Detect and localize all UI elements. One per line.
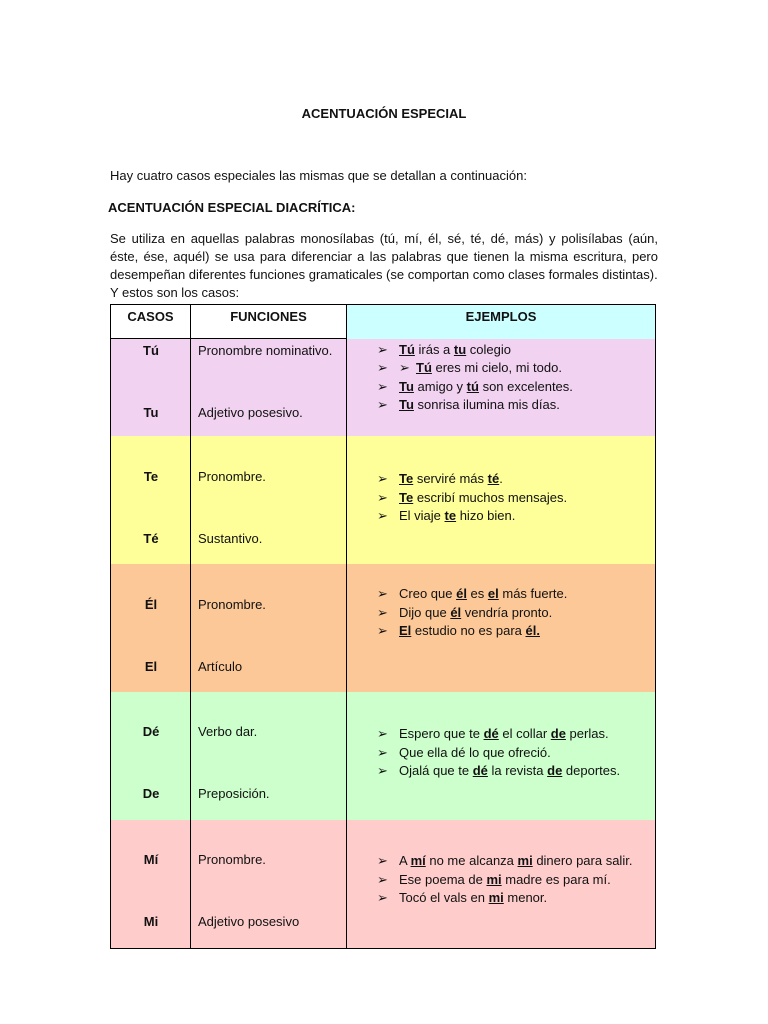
header-funciones	[191, 305, 347, 339]
highlighted-word: de	[547, 763, 563, 778]
funcion-text: Verbo dar.	[198, 724, 258, 739]
highlighted-word: El	[399, 623, 412, 638]
example-text: Dijo que	[399, 604, 451, 620]
intro-text: Hay cuatro casos especiales las mismas que se detallan a continuación:	[110, 168, 527, 183]
example-text: madre es para mí.	[501, 871, 611, 887]
list-item	[377, 762, 620, 781]
caso-word: De	[142, 786, 160, 801]
funciones-cell	[191, 339, 347, 437]
funcion-text: Sustantivo.	[198, 531, 263, 546]
ejemplos-list	[377, 341, 573, 415]
arrow-bullet-icon: ➢	[377, 890, 388, 905]
header-casos-label: CASOS	[127, 309, 174, 324]
table-row	[111, 436, 656, 564]
arrow-bullet-icon: ➢	[377, 726, 388, 741]
example-text: vendría pronto.	[461, 604, 553, 620]
page-title: ACENTUACIÓN ESPECIAL	[301, 106, 467, 121]
caso-word: Él	[144, 597, 158, 612]
arrow-bullet-icon: ➢	[377, 853, 388, 868]
arrow-bullet-icon: ➢	[377, 586, 388, 601]
header-casos	[111, 305, 191, 339]
casos-cell	[111, 339, 191, 437]
arrow-bullet-icon: ➢	[399, 360, 410, 375]
arrow-bullet-icon: ➢	[377, 397, 388, 412]
list-item	[377, 871, 632, 890]
list-item	[377, 725, 620, 744]
ejemplos-list	[377, 585, 567, 641]
caso-word: Mi	[143, 914, 159, 929]
table-header-row	[111, 305, 656, 339]
example-text: la revista	[487, 763, 548, 778]
ejemplos-list	[377, 470, 567, 526]
example-text: amigo y	[413, 378, 467, 394]
header-funciones-label: FUNCIONES	[230, 309, 307, 324]
arrow-bullet-icon: ➢	[377, 360, 388, 375]
list-item	[377, 852, 632, 871]
example-text: eres mi cielo, mi todo.	[431, 360, 562, 375]
highlighted-word: de	[550, 726, 566, 741]
list-item	[377, 359, 573, 378]
example-text: El viaje	[399, 508, 445, 523]
funcion-text: Pronombre nominativo.	[198, 343, 333, 358]
example-text: perlas.	[565, 726, 609, 741]
highlighted-word: él	[450, 604, 462, 620]
highlighted-word: dé	[472, 763, 488, 778]
casos-cell	[111, 820, 191, 949]
highlighted-word: tu	[453, 341, 467, 357]
list-item	[377, 489, 567, 508]
paragraph-last-line: Y estos son los casos:	[110, 285, 240, 300]
example-text: Tocó el vals en	[399, 890, 489, 905]
casos-cell	[111, 436, 191, 564]
arrow-bullet-icon: ➢	[377, 378, 388, 394]
highlighted-word: mi	[488, 890, 504, 905]
funcion-text: Adjetivo posesivo.	[198, 405, 303, 420]
ejemplos-cell	[347, 436, 656, 564]
funciones-cell	[191, 820, 347, 949]
highlighted-word: dé	[483, 726, 499, 741]
table-row	[111, 339, 656, 437]
ejemplos-cell	[347, 692, 656, 820]
table-row	[111, 692, 656, 820]
funcion-text: Pronombre.	[198, 852, 266, 867]
example-text: dinero para salir.	[532, 853, 633, 868]
arrow-bullet-icon: ➢	[377, 471, 388, 486]
example-text: serviré más	[413, 471, 488, 486]
example-text: A	[399, 853, 411, 868]
example-text: .	[499, 471, 503, 486]
example-text: sonrisa ilumina mis días.	[413, 397, 560, 412]
list-item	[377, 470, 567, 489]
header-ejemplos-label: EJEMPLOS	[465, 309, 537, 324]
section-subtitle: ACENTUACIÓN ESPECIAL DIACRÍTICA:	[108, 200, 356, 215]
highlighted-word: Te	[399, 489, 414, 505]
funcion-text: Adjetivo posesivo	[198, 914, 300, 929]
example-text: deportes.	[562, 763, 621, 778]
highlighted-word: mí	[410, 853, 426, 868]
list-item	[377, 889, 632, 908]
example-text: menor.	[503, 890, 548, 905]
example-text: más fuerte.	[498, 586, 568, 601]
arrow-bullet-icon: ➢	[377, 489, 388, 505]
caso-word: El	[144, 659, 158, 674]
example-text: Espero que te	[399, 726, 484, 741]
header-ejemplos	[347, 305, 656, 339]
list-item	[377, 396, 573, 415]
funcion-text: Pronombre.	[198, 597, 266, 612]
paragraph-body: Se utiliza en aquellas palabras monosílabas (tú, mí, él, sé, té, dé, más) y polisílabas (aún, éste, ése, aquél) se usa para diferenciar a las palabras que tienen la misma escritura, pero desempeñan diferentes funciones gramaticales (se comportan como clases formales distintas).	[110, 231, 658, 282]
funciones-cell	[191, 692, 347, 820]
arrow-bullet-icon: ➢	[377, 604, 388, 620]
arrow-bullet-icon: ➢	[377, 871, 388, 887]
arrow-bullet-icon: ➢	[377, 508, 388, 523]
ejemplos-list	[377, 852, 632, 908]
list-item	[377, 744, 620, 763]
caso-word: Té	[143, 531, 159, 546]
arrow-bullet-icon: ➢	[377, 623, 388, 638]
caso-word: Tu	[143, 405, 159, 420]
example-text: estudio no es para	[411, 623, 526, 638]
highlighted-word: Tú	[416, 360, 432, 375]
highlighted-word: el	[487, 586, 499, 601]
example-text: es	[466, 586, 488, 601]
ejemplos-list	[377, 725, 620, 781]
ejemplos-cell	[347, 820, 656, 949]
caso-word: Mí	[143, 852, 159, 867]
description-paragraph	[110, 230, 658, 302]
example-text: escribí muchos mensajes.	[413, 489, 568, 505]
highlighted-word: te	[444, 508, 457, 523]
arrow-bullet-icon: ➢	[377, 744, 388, 760]
funciones-cell	[191, 564, 347, 692]
caso-word: Te	[143, 469, 159, 484]
casos-cell	[111, 564, 191, 692]
table-row	[111, 820, 656, 949]
example-text: Ojalá que te	[399, 763, 473, 778]
highlighted-word: mi	[486, 871, 502, 887]
arrow-bullet-icon: ➢	[377, 763, 388, 778]
highlighted-word: Te	[399, 471, 414, 486]
list-item	[377, 378, 573, 397]
example-text: Ese poema de	[399, 871, 487, 887]
example-text: Creo que	[399, 586, 457, 601]
casos-cell	[111, 692, 191, 820]
caso-word: Dé	[142, 724, 160, 739]
example-text: colegio	[466, 341, 511, 357]
ejemplos-cell	[347, 564, 656, 692]
arrow-bullet-icon: ➢	[377, 341, 388, 357]
highlighted-word: mi	[517, 853, 533, 868]
highlighted-word: Tu	[399, 397, 414, 412]
highlighted-word: él	[456, 586, 467, 601]
table-row	[111, 564, 656, 692]
highlighted-word: Tu	[399, 378, 414, 394]
example-text: hizo bien.	[456, 508, 516, 523]
accent-table	[110, 304, 656, 949]
ejemplos-cell	[347, 339, 656, 437]
list-item	[377, 507, 567, 526]
example-text: Que ella dé lo que ofreció.	[399, 744, 551, 760]
highlighted-word: Tú	[399, 341, 415, 357]
funcion-text: Artículo	[198, 659, 243, 674]
example-text: son excelentes.	[478, 378, 573, 394]
funcion-text: Preposición.	[198, 786, 270, 801]
caso-word: Tú	[143, 343, 159, 358]
list-item	[377, 604, 567, 623]
funciones-cell	[191, 436, 347, 564]
list-item	[377, 585, 567, 604]
example-text: el collar	[498, 726, 551, 741]
funcion-text: Pronombre.	[198, 469, 266, 484]
highlighted-word: él.	[525, 623, 540, 638]
highlighted-word: té	[487, 471, 500, 486]
example-text: irás a	[414, 341, 454, 357]
highlighted-word: tú	[466, 378, 479, 394]
list-item	[377, 622, 567, 641]
list-item	[377, 341, 573, 360]
example-text: no me alcanza	[425, 853, 518, 868]
